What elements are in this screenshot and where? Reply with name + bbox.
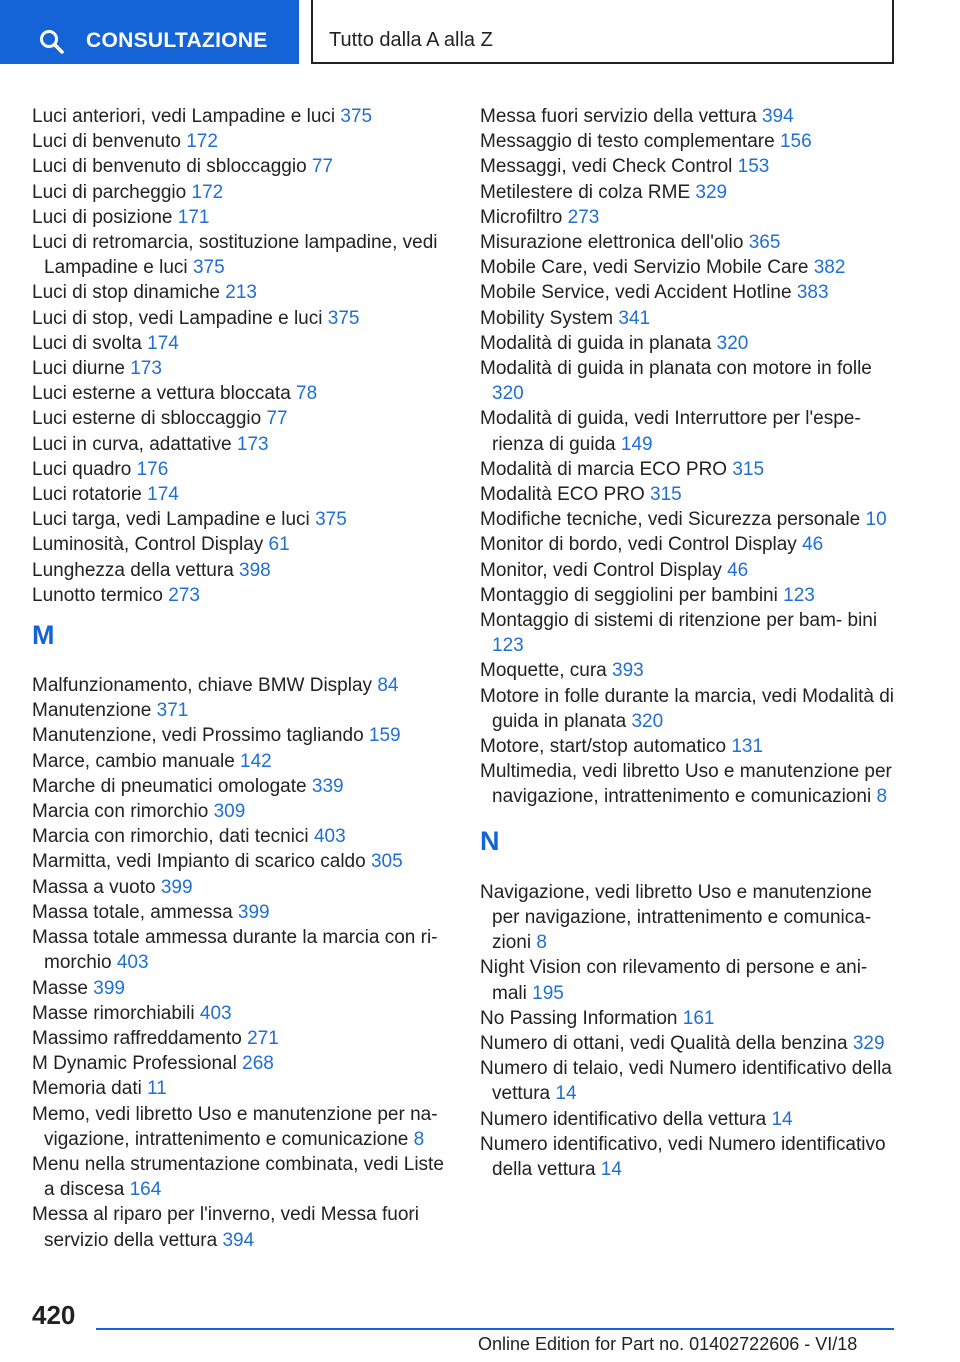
page-link[interactable]: 123 [492,635,524,657]
index-entry [32,1001,452,1026]
page-link[interactable]: 173 [130,358,162,380]
index-entry [32,824,452,849]
page-link[interactable]: 161 [682,1007,715,1029]
index-entry [480,280,900,305]
index-entry [32,1051,452,1076]
index-entry [32,482,452,507]
page-link[interactable]: 315 [732,458,765,480]
entry-text: Mobility System [480,307,614,329]
page-link[interactable]: 271 [247,1027,279,1049]
entry-text: Marcia con rimorchio, dati tecnici [32,826,309,848]
entry-text: Misurazione elettronica dell'olio [480,232,744,254]
section-title: Tutto dalla A alla Z [329,29,493,51]
entry-text: Montaggio di sistemi di ritenzione per bam‐ bini [480,610,878,632]
index-entry [32,976,452,1001]
page-link[interactable]: 159 [368,725,401,747]
page-link[interactable]: 383 [796,282,829,304]
index-entry [480,658,900,683]
index-entry [480,558,900,583]
entry-text: Luci di retromarcia, sostituzione lampadine, vedi Lampadine e luci [32,232,438,279]
index-entry [32,1152,452,1202]
index-entry [480,583,900,608]
section-tab[interactable] [311,0,894,64]
page-link[interactable]: 382 [813,257,846,279]
page-link[interactable]: 375 [327,307,360,329]
index-entry [32,1102,452,1152]
page-link[interactable]: 403 [313,826,346,848]
entry-text: Luci di stop dinamiche [32,282,220,304]
page-link[interactable]: 14 [771,1108,793,1130]
page-link[interactable]: 399 [93,977,125,999]
page-link[interactable]: 403 [116,952,149,974]
page-link[interactable]: 315 [650,484,682,506]
entry-text: Luci di benvenuto di sbloccaggio [32,156,307,178]
entry-text: M Dynamic Professional [32,1053,237,1075]
page-link[interactable]: 171 [177,206,210,228]
entry-text: Lunghezza della vettura [32,559,234,581]
index-entry [480,154,900,179]
index-entry [480,759,900,809]
index-entry [32,925,452,975]
footer-edition: Online Edition for Part no. 01402722606 - VI/18 [478,1334,858,1354]
page-link[interactable]: 375 [315,509,347,531]
entry-text: Malfunzionamento, chiave BMW Display [32,675,373,697]
page-link[interactable]: 156 [779,131,812,153]
page-link[interactable]: 14 [555,1083,577,1105]
page-header [0,0,960,66]
index-entry [480,306,900,331]
page-link[interactable]: 172 [191,181,224,203]
page-link[interactable]: 371 [156,700,189,722]
entry-text: Marcia con rimorchio [32,801,209,823]
index-entry [32,280,452,305]
index-column-right [480,104,900,1182]
index-entry [32,306,452,331]
page-link[interactable]: 394 [761,106,794,127]
entry-text: Menu nella strumentazione combinata, vedi Liste a discesa [32,1153,444,1201]
entry-text: Night Vision con rilevamento di persone e ani‐ mali [480,957,868,1004]
entry-text: Numero identificativo della vettura [480,1108,767,1130]
page-link[interactable]: 8 [536,932,547,954]
page-link[interactable]: 11 [147,1078,167,1100]
entry-text: Masse [32,977,88,999]
index-entry [32,900,452,925]
entry-text: Manutenzione, vedi Prossimo tagliando [32,725,364,747]
index-entry [32,406,452,431]
entry-text: Modalità ECO PRO [480,484,645,506]
page-link[interactable]: 273 [168,584,200,606]
tab-label: CONSULTAZIONE [86,29,268,52]
entry-text: Numero identificativo, vedi Numero identificativo della vettura [480,1133,886,1180]
index-entry [480,1006,900,1031]
entry-text: Messaggi, vedi Check Control [480,156,733,178]
entry-text: Luci rotatorie [32,484,142,506]
index-entry [32,558,452,583]
index-entry [32,583,452,608]
entry-text: Luci esterne a vettura bloccata [32,383,291,405]
page-link[interactable]: 195 [532,982,564,1004]
page-link[interactable]: 46 [802,534,824,556]
page-link[interactable]: 320 [716,332,749,354]
index-entry [480,532,900,557]
entry-text: Memoria dati [32,1078,142,1100]
entry-text: Marmitta, vedi Impianto di scarico caldo [32,851,366,873]
page-link[interactable]: 77 [266,408,288,430]
entry-text: Mobile Service, vedi Accident Hotline [480,282,792,304]
index-entry [32,1076,452,1101]
page-link[interactable]: 164 [129,1179,162,1201]
entry-text: Lunotto termico [32,584,163,606]
page-link[interactable]: 149 [620,433,653,455]
entry-text: Modalità di guida, vedi Interruttore per l'espe‐ rienza di guida [480,408,861,455]
entry-text: Massa totale, ammessa [32,901,233,923]
index-entry [480,457,900,482]
page-link[interactable]: 268 [242,1053,274,1075]
entry-text: Luci anteriori, vedi Lampadine e luci [32,106,336,127]
entry-text: Luci di posizione [32,206,173,228]
entry-text: Memo, vedi libretto Uso e manutenzione per na‐ vigazione, intrattenimento e comunicazione [32,1103,438,1150]
entry-text: Massa a vuoto [32,876,156,898]
page-link[interactable]: 394 [222,1229,255,1251]
entry-text: Microfiltro [480,206,563,228]
section-letter: M [32,620,55,651]
index-entry [32,104,452,129]
index-entry [32,205,452,230]
index-entry [480,1132,900,1182]
index-entry [480,684,900,734]
page-link[interactable]: 329 [695,181,728,203]
entry-text: Messa fuori servizio della vettura [480,106,757,127]
entry-text: Motore, start/stop automatico [480,736,727,758]
page-link[interactable]: 320 [492,383,524,405]
section-letter: N [480,825,500,856]
index-entry [32,507,452,532]
page-link[interactable]: 365 [748,232,781,254]
search-icon [38,28,66,56]
index-entry [32,180,452,205]
index-entry [480,356,900,406]
entry-text: Numero di telaio, vedi Numero identificativo della vettura [480,1058,892,1105]
page-number: 420 [32,1300,76,1330]
footer-divider [96,1328,894,1330]
index-entry [480,880,900,956]
page-link[interactable]: 174 [147,332,179,354]
index-entry [480,230,900,255]
tab-consultazione[interactable] [0,0,299,64]
page-link[interactable]: 131 [731,736,764,758]
entry-text: Monitor di bordo, vedi Control Display [480,534,797,556]
page-link[interactable]: 142 [240,750,272,772]
index-entry [32,356,452,381]
index-entry [32,532,452,557]
entry-text: No Passing Information [480,1007,678,1029]
index-entry [480,1031,900,1056]
index-entry [32,1202,452,1252]
index-column-left [32,104,452,1253]
entry-text: Luci di benvenuto [32,131,181,153]
page-link[interactable]: 273 [567,206,600,228]
index-entry [32,129,452,154]
page-link[interactable]: 14 [600,1158,622,1180]
index-entry [32,723,452,748]
entry-text: Multimedia, vedi libretto Uso e manutenzione per navigazione, intrattenimento e comunicazioni [480,761,892,808]
index-entry [32,457,452,482]
index-entry [32,849,452,874]
index-entry [480,608,900,658]
entry-text: Luci quadro [32,458,132,480]
entry-text: Modalità di guida in planata [480,332,712,354]
index-entry [480,734,900,759]
entry-text: Moquette, cura [480,660,607,682]
index-entry [32,331,452,356]
entry-text: Montaggio di seggiolini per bambini [480,584,778,606]
entry-text: Massimo raffreddamento [32,1027,242,1049]
page-link[interactable]: 172 [186,131,218,153]
entry-text: Modalità di marcia ECO PRO [480,458,728,480]
entry-text: Messaggio di testo complementare [480,131,775,153]
entry-text: Marce, cambio manuale [32,750,235,772]
entry-text: Monitor, vedi Control Display [480,559,722,581]
entry-text: Motore in folle durante la marcia, vedi Modalità di guida in planata [480,685,894,732]
page-link[interactable]: 8 [876,786,888,808]
page-link[interactable]: 61 [268,534,290,556]
entry-text: Luci targa, vedi Lampadine e luci [32,509,310,531]
index-entry [32,1026,452,1051]
page-link[interactable]: 213 [225,282,257,304]
index-entry [32,698,452,723]
page-link[interactable]: 77 [311,156,334,178]
index-entry [480,406,900,456]
entry-text: Luci di parcheggio [32,181,187,203]
entry-text: Mobile Care, vedi Servizio Mobile Care [480,257,809,279]
index-entry [32,799,452,824]
page-link[interactable]: 153 [737,156,770,178]
entry-text: Marche di pneumatici omologate [32,775,307,797]
entry-text: Metilestere di colza RME [480,181,691,203]
index-entry [32,230,452,280]
entry-text: Luci diurne [32,358,125,380]
page-link[interactable]: 375 [340,106,373,127]
entry-text: Modifiche tecniche, vedi Sicurezza personale [480,509,861,531]
entry-text: Numero di ottani, vedi Qualità della benzina [480,1032,848,1054]
entry-text: Luci di stop, vedi Lampadine e luci [32,307,323,329]
entry-text: Masse rimorchiabili [32,1002,195,1024]
page-link[interactable]: 309 [213,801,246,823]
page-link[interactable]: 46 [727,559,749,581]
index-entry [480,482,900,507]
entry-text: Luminosità, Control Display [32,534,264,556]
page-link[interactable]: 78 [296,383,318,405]
index-entry [32,774,452,799]
page-link[interactable]: 393 [612,660,644,682]
page-link[interactable]: 176 [136,458,169,480]
page-link[interactable]: 403 [199,1002,232,1024]
index-entry [480,955,900,1005]
entry-text: Navigazione, vedi libretto Uso e manutenzione per navigazione, intrattenimento e comunica‐ zioni [480,881,872,954]
index-entry [480,331,900,356]
entry-text: Luci di svolta [32,332,142,354]
index-entry [480,180,900,205]
page-link[interactable]: 174 [147,484,179,506]
index-entry [480,507,900,532]
index-entry [32,432,452,457]
page-link[interactable]: 398 [239,559,271,581]
entry-text: Messa al riparo per l'inverno, vedi Messa fuori servizio della vettura [32,1204,419,1251]
page-link[interactable]: 375 [192,257,225,279]
index-entry [480,1107,900,1132]
page-link[interactable]: 399 [237,901,270,923]
entry-text: Manutenzione [32,700,152,722]
page-link[interactable]: 305 [370,851,403,873]
entry-text: Modalità di guida in planata con motore in folle [480,358,872,380]
page-link[interactable]: 123 [783,584,815,606]
page-link[interactable]: 329 [852,1032,885,1054]
index-entry [480,1056,900,1106]
index-entry [32,381,452,406]
page-link[interactable]: 320 [631,710,664,732]
page-link[interactable]: 8 [413,1128,425,1150]
index-entry [32,154,452,179]
index-entry [32,749,452,774]
page-link[interactable]: 84 [377,675,399,697]
entry-text: Luci esterne di sbloccaggio [32,408,262,430]
index-entry [480,104,900,129]
page-link[interactable]: 341 [618,307,651,329]
page-link[interactable]: 339 [311,775,344,797]
page-link[interactable]: 10 [865,509,887,531]
index-entry [32,875,452,900]
index-entry [480,205,900,230]
page-link[interactable]: 173 [236,433,269,455]
index-entry [480,255,900,280]
index-entry [32,673,452,698]
page-link[interactable]: 399 [160,876,193,898]
entry-text: Massa totale ammessa durante la marcia con ri‐ morchio [32,927,438,974]
index-entry [480,129,900,154]
entry-text: Luci in curva, adattative [32,433,232,455]
